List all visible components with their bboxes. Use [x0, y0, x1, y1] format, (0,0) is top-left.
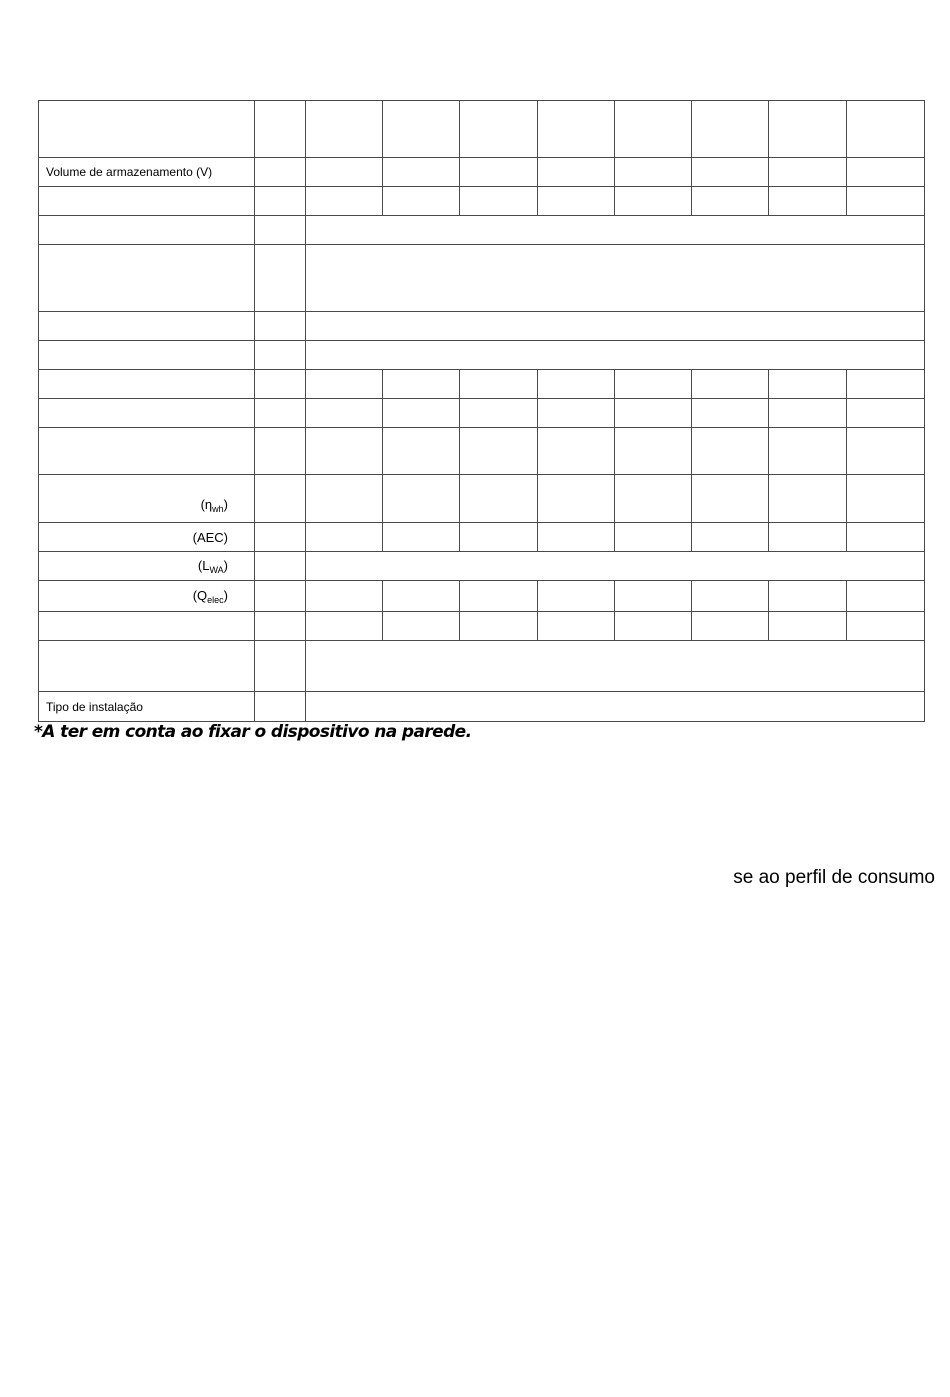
storage-volume-label: Volume de armazenamento (V) [39, 158, 255, 187]
table-row [39, 370, 925, 399]
table-row [39, 399, 925, 428]
wall-mount-note: *A ter em conta ao fixar o dispositivo na parede. [34, 722, 472, 742]
table-row [39, 581, 925, 612]
table-row [39, 552, 925, 581]
sound-power-symbol: $(L_{WA})$ [39, 552, 255, 581]
aec-symbol: (AEC) [39, 523, 255, 552]
consumption-profile-text: se ao perfil de consumo [733, 867, 935, 888]
efficiency-symbol: $(\eta_{wh})$ [39, 475, 255, 523]
table-row [39, 216, 925, 245]
table-row [39, 692, 925, 722]
table-row [39, 245, 925, 312]
install-type-label: Tipo de instalação [39, 692, 255, 722]
table-row [39, 523, 925, 552]
table-row [39, 641, 925, 692]
table-row [39, 341, 925, 370]
table-row [39, 428, 925, 475]
table-row [39, 187, 925, 216]
header-row [39, 101, 925, 158]
table-row [39, 158, 925, 187]
technical-data-table [38, 100, 925, 722]
table-row [39, 475, 925, 523]
table-row [39, 612, 925, 641]
qelec-symbol: $(Q_{elec})$ [39, 581, 255, 612]
table-row [39, 312, 925, 341]
